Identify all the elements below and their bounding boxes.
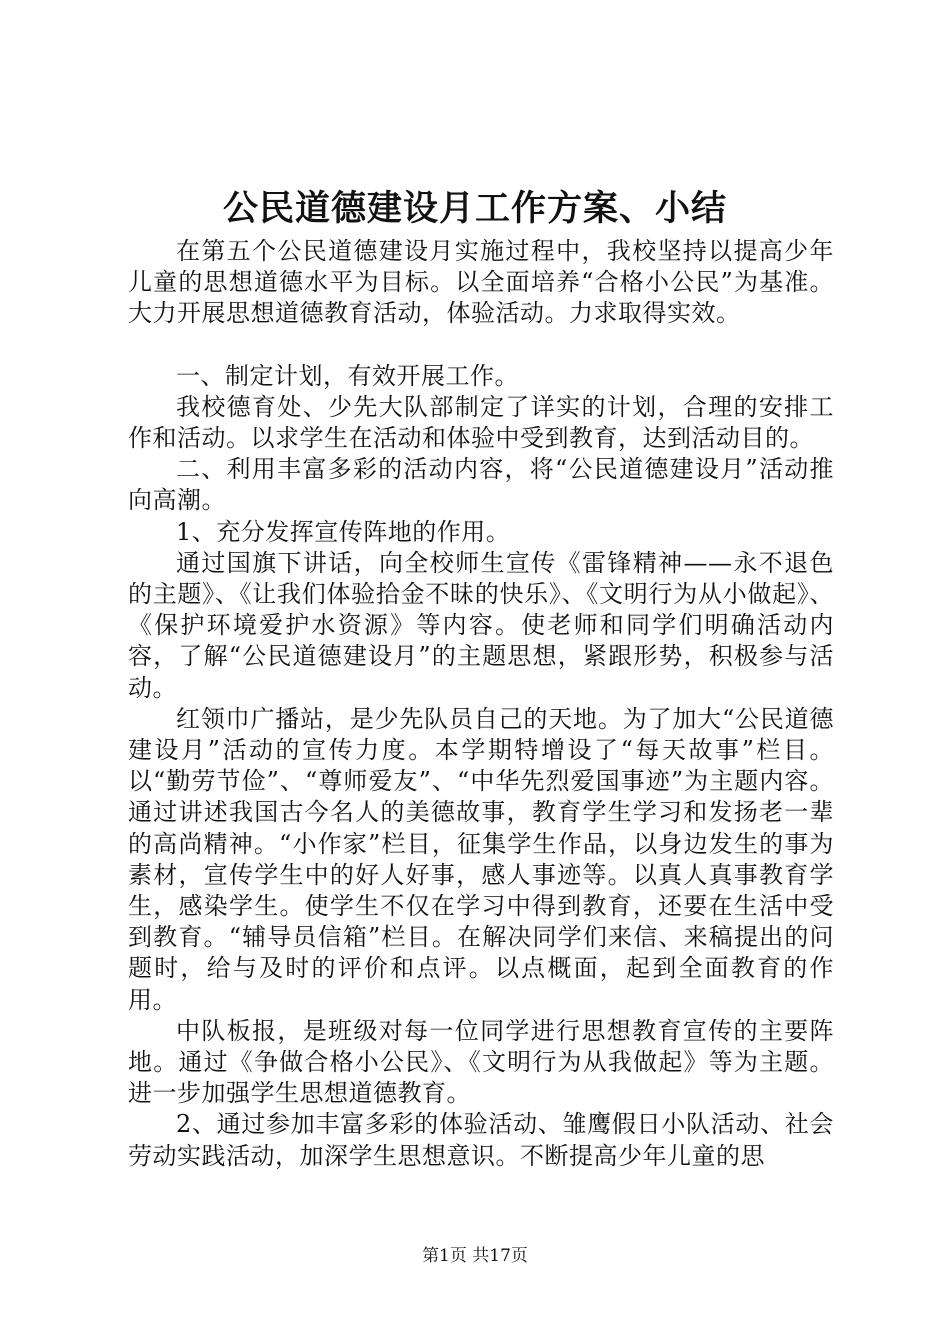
paragraph-flag-speech: 通过国旗下讲话，向全校师生宣传《雷锋精神——永不退色的主题》、《让我们体验拾金不昧的快乐》、《文明行为从小做起》、《保护环境爱护水资源》等内容。使老师和同学们明确活动内容，了解“公民道德建设月”的主题思想，紧跟形势，积极参与活动。 bbox=[128, 548, 834, 702]
subheading-1: 1、充分发挥宣传阵地的作用。 bbox=[176, 517, 511, 546]
page-footer: 第1页 共17页 bbox=[422, 1246, 528, 1266]
document-title: 公民道德建设月工作方案、小结 bbox=[222, 188, 727, 229]
paragraph-intro: 在第五个公民道德建设月实施过程中，我校坚持以提高少年儿童的思想道德水平为目标。以全面培养“合格小公民”为基准。大力开展思想道德教育活动，体验活动。力求取得实效。 bbox=[128, 237, 834, 328]
paragraph-radio-station: 红领巾广播站，是少先队员自己的天地。为了加大“公民道德建设月”活动的宣传力度。本学期特增设了“每天故事”栏目。以“勤劳节俭”、“尊师爱友”、“中华先烈爱国事迹”为主题内容。通过讲述我国古今名人的美德故事，教育学生学习和发扬老一辈的高尚精神。“小作家”栏目，征集学生作品，以身边发生的事为素材，宣传学生中的好人好事，感人事迹等。以真人真事教育学生，感染学生。使学生不仅在学习中得到教育，还要在生活中受到教育。“辅导员信箱”栏目。在解决同学们来信、来稿提出的问题时，给与及时的评价和点评。以点概面，起到全面教育的作用。 bbox=[128, 704, 834, 1014]
document-body bbox=[128, 236, 834, 1172]
section-heading-2: 二、利用丰富多彩的活动内容，将“公民道德建设月”活动推向高潮。 bbox=[128, 455, 834, 515]
paragraph-plan: 我校德育处、少先大队部制定了详实的计划，合理的安排工作和活动。以求学生在活动和体验中受到教育，达到活动目的。 bbox=[128, 392, 834, 453]
section-heading-1: 一、制定计划，有效开展工作。 bbox=[176, 361, 519, 390]
subheading-2: 2、通过参加丰富多彩的体验活动、雏鹰假日小队活动、社会劳动实践活动，加深学生思想意识。不断提高少年儿童的思 bbox=[128, 1110, 834, 1170]
paragraph-blackboard: 中队板报，是班级对每一位同学进行思想教育宣传的主要阵地。通过《争做合格小公民》、《文明行为从我做起》等为主题。进一步加强学生思想道德教育。 bbox=[128, 1016, 834, 1108]
